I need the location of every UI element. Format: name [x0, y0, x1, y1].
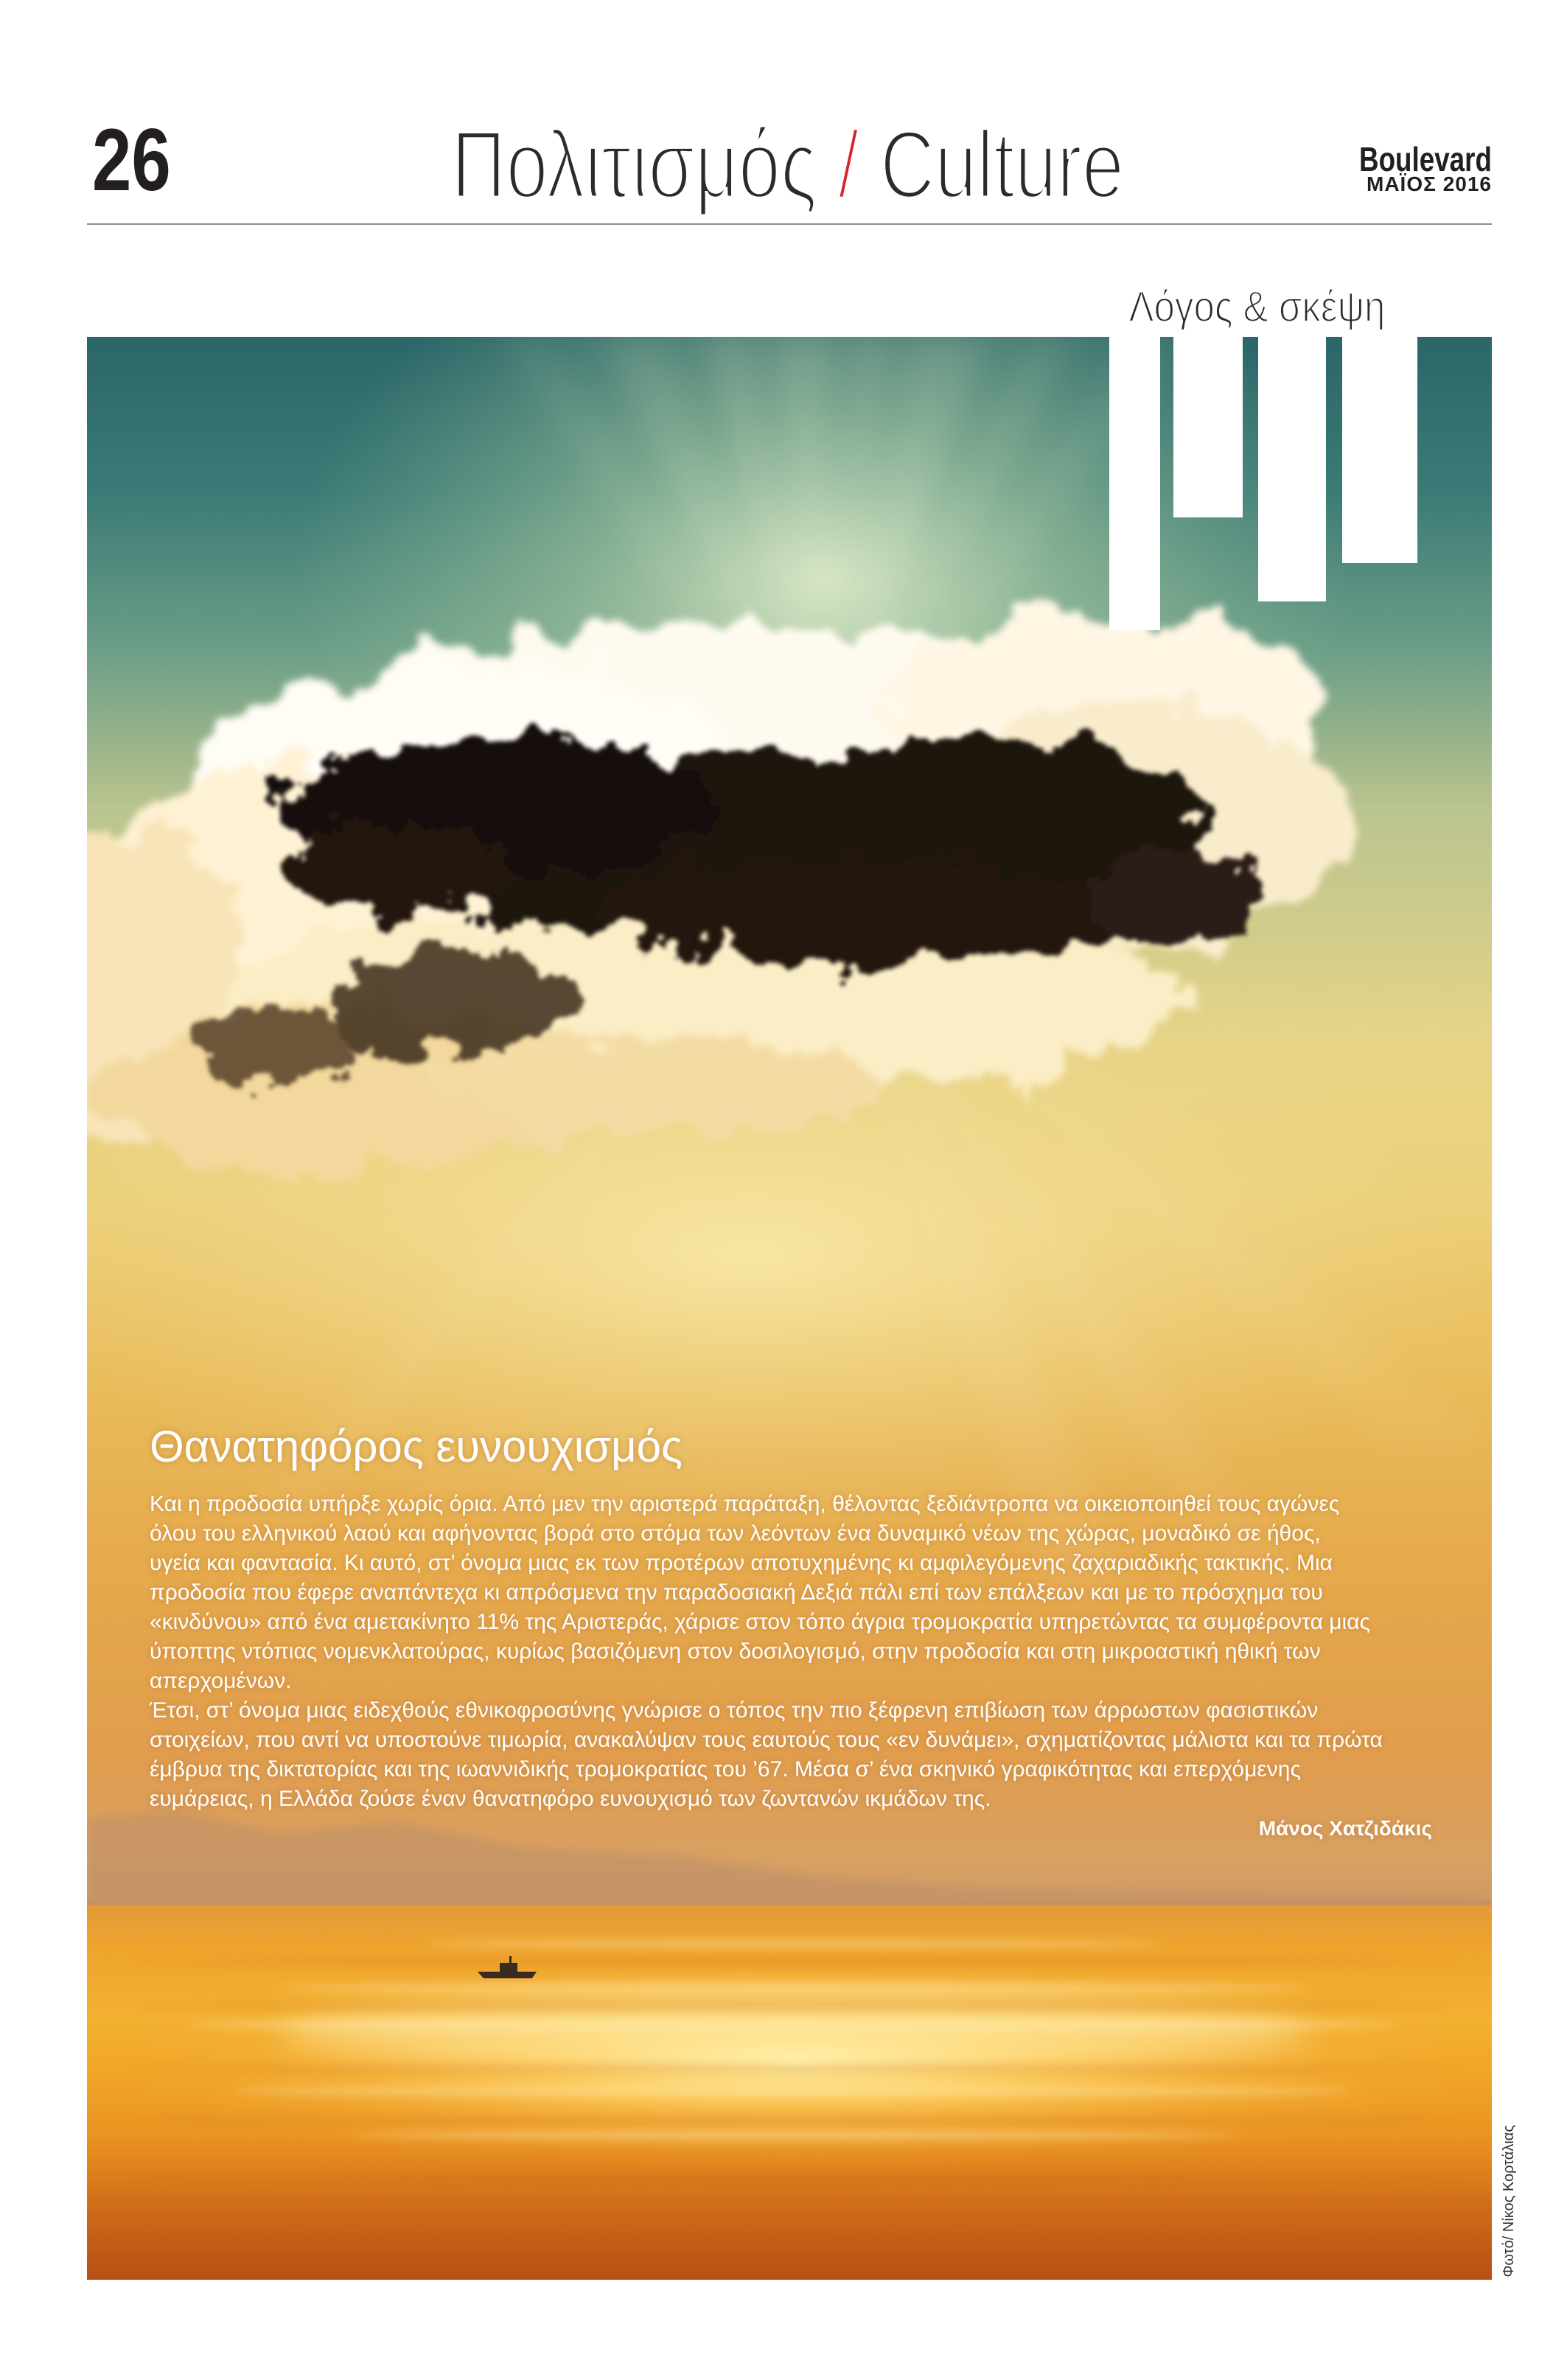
article-paragraph: [150, 1696, 1432, 1814]
ship-cabin: [500, 1963, 517, 1972]
section-logo-bar: [1173, 337, 1243, 517]
text-line: υγεία και φαντασία. Κι αυτό, στ’ όνομα μιας εκ των προτέρων αποτυχημένης κι αμφιλεγόμενης ζαχαριαδικής τακτικής. Μια: [150, 1551, 1333, 1575]
shimmer-line: [426, 1939, 1163, 1948]
section-title-text: [451, 111, 1125, 218]
shimmer-line: [190, 2017, 1399, 2032]
shimmer-line: [131, 1958, 1458, 1967]
shimmer-line: [234, 2084, 1355, 2098]
section-logo-bar: [1109, 337, 1160, 630]
article-title: Θανατηφόρος ευνουχισμός: [150, 1422, 683, 1471]
article-author: Μάνος Χατζιδάκις: [1258, 1817, 1432, 1840]
dark-cloud-mass: [596, 860, 1126, 963]
shimmer-line: [279, 1982, 1311, 1994]
text-line: ύποπτης ντόπιας νομενκλατούρας, κυρίως βασιζόμενη στον δοσιλογισμό, στην προδοσία και στη μικροαστική ηθική των: [150, 1639, 1321, 1664]
page-number-text: 26: [92, 111, 171, 209]
publication-name: [1326, 142, 1492, 176]
text-line: ευμάρειας, η Ελλάδα ζούσε έναν θανατηφόρο ευνουχισμό των ζωντανών ικμάδων της.: [150, 1787, 991, 1811]
shimmer-line: [131, 2116, 1458, 2125]
section-logo-bar: [1342, 337, 1417, 563]
ship-mast: [509, 1956, 512, 1964]
text-line: απερχομένων.: [150, 1669, 292, 1693]
column-title-text: Λόγος & σκέψη: [1128, 283, 1385, 331]
publication-name-text: Boulevard: [1359, 140, 1492, 178]
section-title-greek: Πολιτισμός: [451, 111, 817, 218]
column-title: [1094, 283, 1385, 331]
article-body: [150, 1490, 1432, 1814]
text-line: προδοσία που έφερε αναπάντεχα κι απρόσμενα την παραδοσιακή Δεξιά πάλι επί των επάλξεων και με το πρόσχημα του: [150, 1580, 1323, 1605]
header-divider: [87, 223, 1492, 225]
sunset-photo-graphic: [87, 337, 1492, 2280]
shimmer-line: [131, 2065, 1458, 2073]
text-line: Έτσι, στ’ όνομα μιας ειδεχθούς εθνικοφροσύνης γνώρισε ο τόπος την πιο ξέφρενη επιβίωση των άρρωστων φασιστικών: [150, 1698, 1319, 1723]
article: [150, 1421, 1432, 1843]
dark-cloud-wisp: [330, 949, 581, 1052]
article-paragraph: [150, 1490, 1432, 1696]
dark-cloud-mass: [279, 823, 514, 912]
ship-hull: [478, 1972, 537, 1978]
text-line: Και η προδοσία υπήρξε χωρίς όρια. Από μεν την αριστερά παράταξη, θέλοντας ξεδιάντροπα να οικειοποιηθεί τους αγώνες: [150, 1492, 1340, 1516]
photo-credit: Φωτό/ Νίκος Κορτάλιας: [1501, 2125, 1517, 2278]
bottom-shade: [87, 2135, 1492, 2280]
sunset-photo: [87, 337, 1492, 2280]
text-line: στοιχείων, που αντί να υποστούνε τιμωρία, ανακαλύψαν τους εαυτούς τους «εν δυνάμει», σχηματίζοντας μάλιστα και τα πρώτα: [150, 1728, 1383, 1752]
dark-cloud-wisp: [183, 1008, 360, 1081]
text-line: όλου του ελληνικού λαού και αφήνοντας βορά στο στόμα των λεόντων ένα δυναμικό νέων της χώρας, μοναδικό σε ήθος,: [150, 1521, 1321, 1546]
dark-cloud-mass: [1089, 853, 1266, 941]
issue-date: ΜΑΪΟΣ 2016: [1367, 172, 1492, 195]
section-title-separator: /: [838, 111, 859, 218]
text-line: έμβρυα της δικτατορίας και της ιωαννιδικής τρομοκρατίας του ’67. Μέσα σ’ ένα σκηνικό γραφικότητας και επερχόμενης: [150, 1757, 1301, 1781]
section-logo-bar: [1258, 337, 1326, 601]
text-line: «κινδύνου» από ένα αμετακίνητο 11% της Αριστεράς, χάρισε στον τόπο άγρια τρομοκρατία υπηρετώντας τα συμφέροντα μιας: [150, 1610, 1371, 1634]
shimmer-line: [131, 2002, 1458, 2011]
section-title-english: Culture: [880, 111, 1125, 218]
